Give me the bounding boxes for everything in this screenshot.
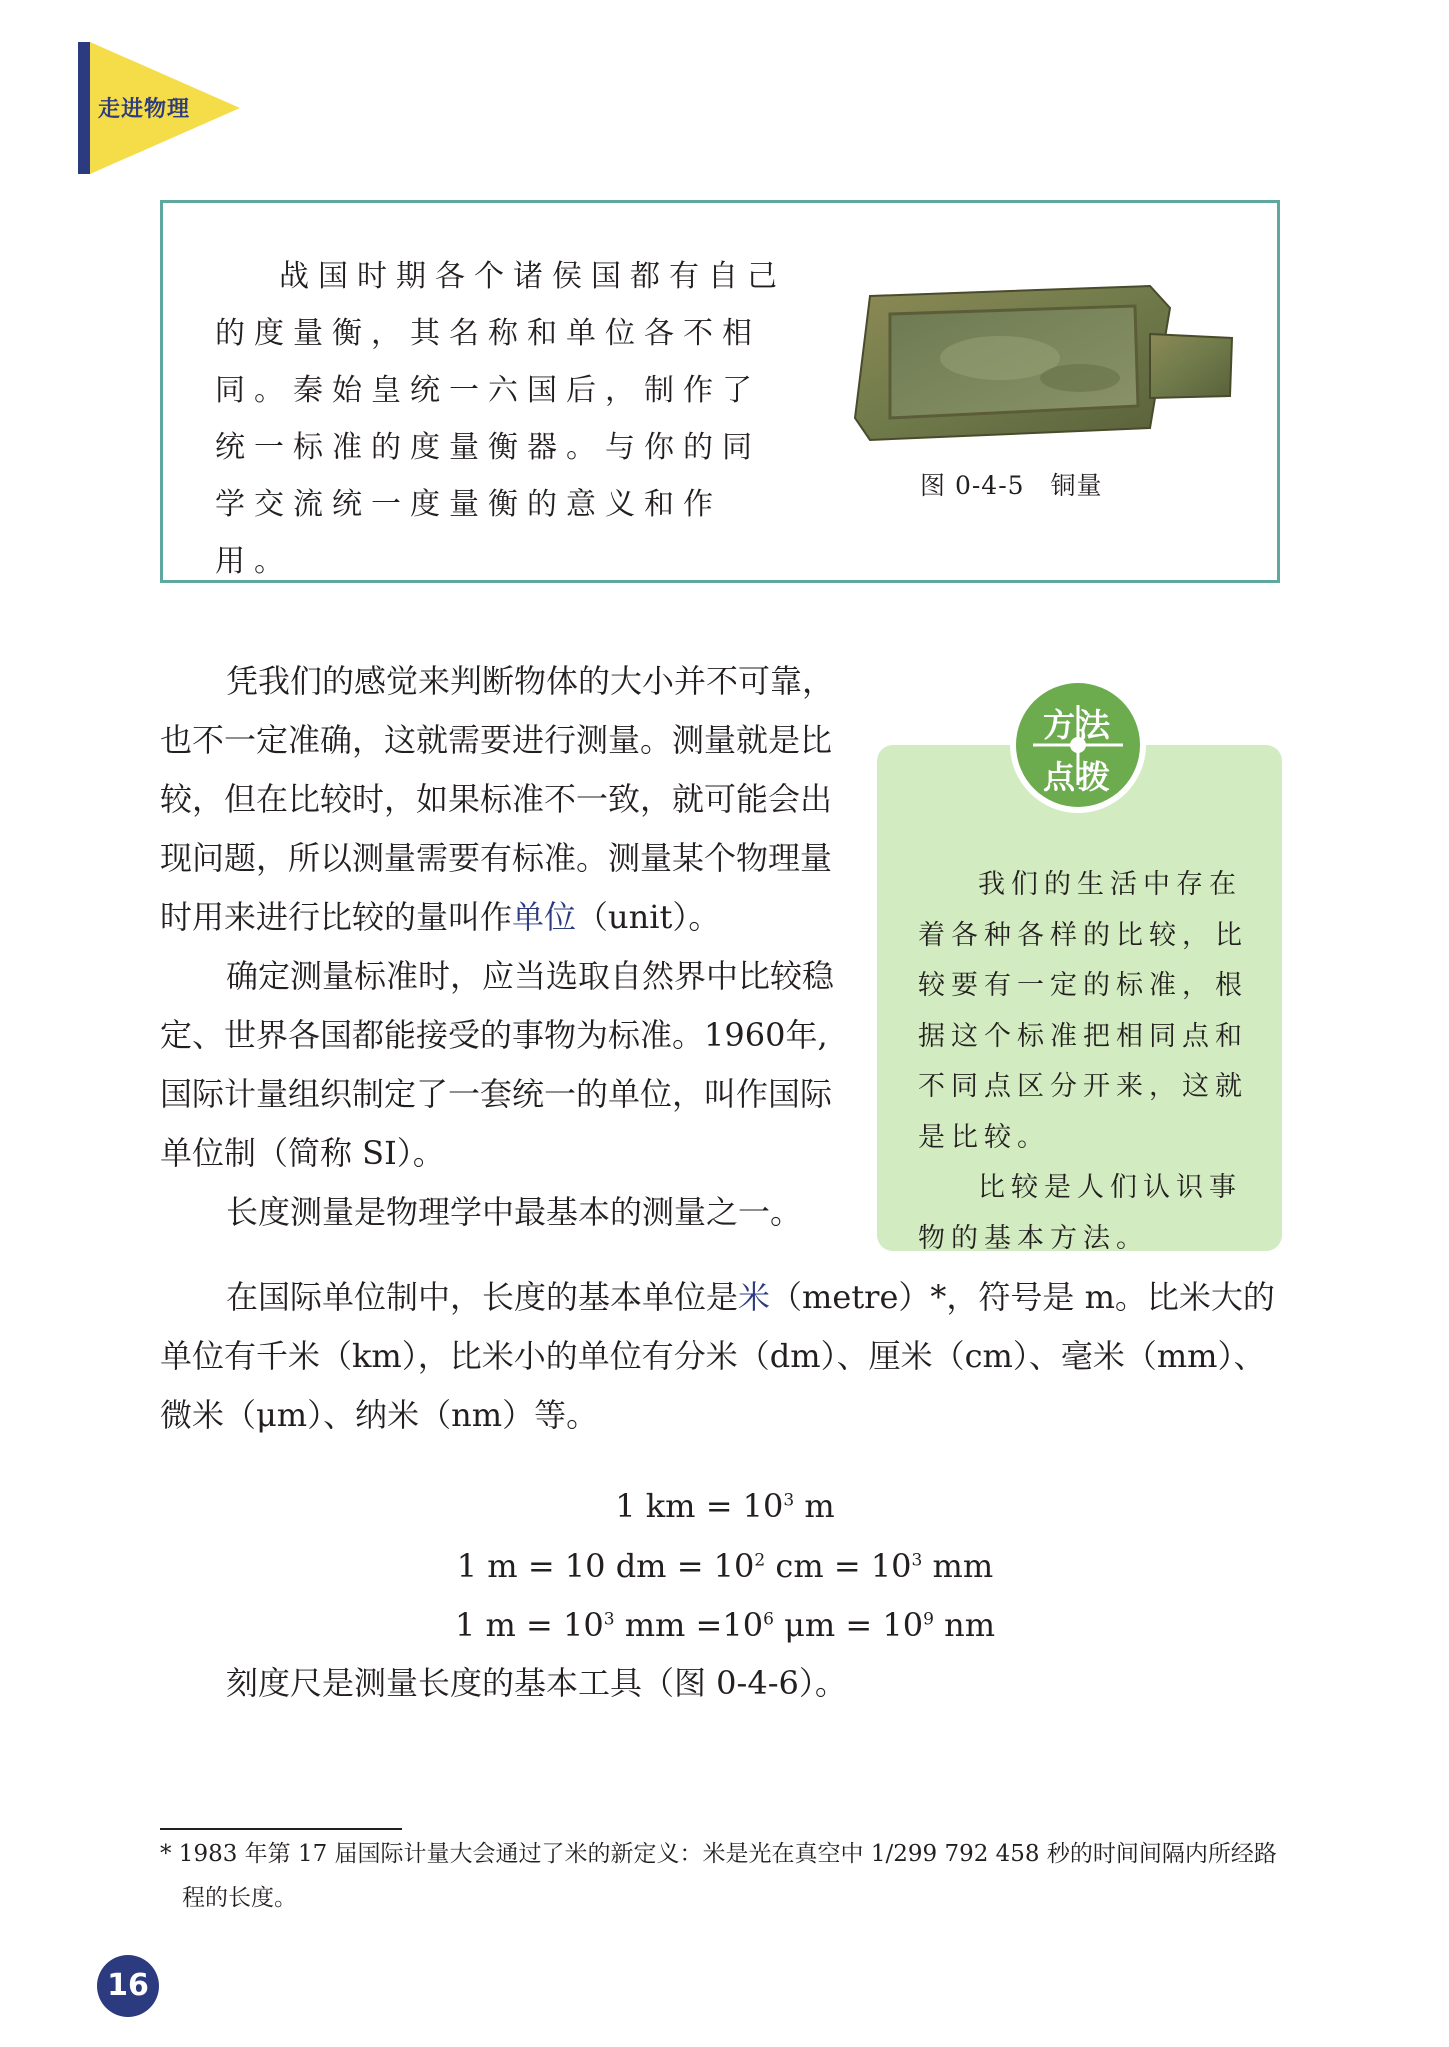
tip-paragraph-1: 我们的生活中存在着各种各样的比较，比较要有一定的标准，根据这个标准把相同点和不同点区分开来，这就是比较。: [918, 869, 1248, 1153]
term-metre: 米: [738, 1278, 771, 1316]
paragraph-si: 确定测量标准时，应当选取自然界中比较稳定、世界各国都能接受的事物为标准。1960年,国际计量组织制定了一套统一的单位，叫作国际单位制（简称 SI）。: [160, 957, 835, 1172]
page-number: 16: [107, 1968, 149, 2003]
discussion-paragraph: 战国时期各个诸侯国都有自己的度量衡，其名称和单位各不相同。秦始皇统一六国后，制作了统一标准的度量衡器。与你的同学交流统一度量衡的意义和作用。: [215, 259, 786, 579]
tip-badge-top-label: 方法: [1042, 706, 1113, 744]
equation-km: 1 km = $10^3$ m: [615, 1487, 835, 1525]
paragraph-unit: 凭我们的感觉来判断物体的大小并不可靠，也不一定准确，这就需要进行测量。测量就是比较，但在比较时，如果标准不一致，就可能会出现问题，所以测量需要有标准。测量某个物理量时用来进行比较的量叫作单位（unit）。: [160, 662, 835, 936]
tip-paragraph-2: 比较是人们认识事物的基本方法。: [918, 1172, 1242, 1254]
header-bar: [78, 42, 90, 174]
main-column: [160, 652, 840, 1242]
figure-caption: 图 0-4-5 铜量: [920, 471, 1103, 500]
footnote-text: * 1983 年第 17 届国际计量大会通过了米的新定义：米是光在真空中 1/299 792 458 秒的时间间隔内所经路程的长度。: [160, 1841, 1277, 1911]
paragraph-length: 长度测量是物理学中最基本的测量之一。: [226, 1193, 803, 1231]
equation-m-mm-um-nm: 1 $m = 10^3$ mm $=10^6$ $\mu m = 10^9$ nm: [454, 1606, 996, 1644]
term-unit: 单位: [512, 898, 577, 936]
section-title: 走进物理: [98, 97, 191, 122]
paragraph-metre: 在国际单位制中，长度的基本单位是米（metre）*，符号是 m。比米大的单位有千米（km），比米小的单位有分米（dm）、厘米（cm）、毫米（mm）、微米（μm）、纳米（nm）等。: [160, 1278, 1275, 1434]
full-width-column: [160, 1268, 1290, 1445]
footnote: [160, 1832, 1290, 1920]
method-tip-text: [918, 860, 1258, 1264]
footnote-divider: [160, 1828, 402, 1830]
equation-m-dm-cm-mm: 1 m = 10 dm = $10^2$ cm = $10^3$ mm: [456, 1547, 994, 1585]
ruler-sentence: 刻度尺是测量长度的基本工具（图 0-4-6）。: [226, 1664, 847, 1702]
tip-badge-bottom-label: 点拨: [1042, 758, 1113, 796]
bronze-measure-image: [850, 278, 1240, 448]
discussion-text: [215, 248, 795, 590]
